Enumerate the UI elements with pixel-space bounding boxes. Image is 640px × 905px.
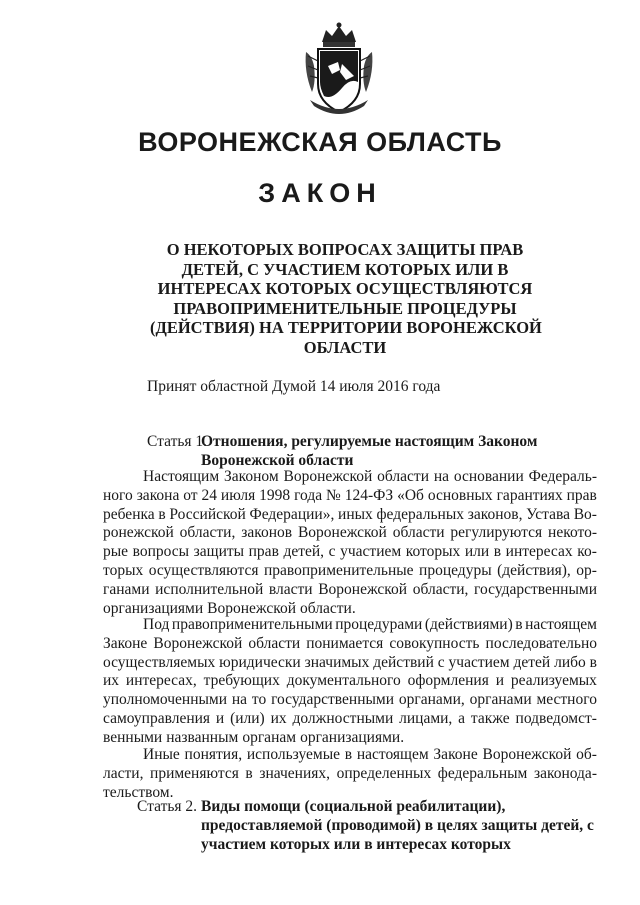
article-1-paragraph-1	[103, 468, 597, 618]
voronezh-coat-of-arms-icon	[302, 22, 376, 116]
region-title: ВОРОНЕЖСКАЯ ОБЛАСТЬ	[138, 127, 502, 157]
paragraph-line: ганами исполнительной власти Воронежской области, государственными	[103, 580, 597, 598]
paragraph-line: уполномоченными на то государственными органами, органами местного	[103, 691, 597, 709]
law-title-line: (ДЕЙСТВИЯ) НА ТЕРРИТОРИИ ВОРОНЕЖСКОЙ	[150, 318, 542, 337]
document-type-heading: ЗАКОН	[258, 178, 382, 208]
article-2-title-line: предоставляемой (проводимой) в целях защиты детей, с	[201, 817, 594, 834]
paragraph-line: их интересах, требующих документального оформления и реализуемых	[103, 672, 597, 690]
law-title-line: ОБЛАСТИ	[303, 337, 387, 357]
article-2-label: Статья 2.	[137, 798, 198, 815]
paragraph-line: торых осуществляются правоприменительные процедуры (действия), ор-	[103, 561, 597, 579]
paragraph-line: тельством.	[103, 783, 174, 801]
adoption-note: Принят областной Думой 14 июля 2016 года	[147, 378, 441, 395]
article-1-heading	[147, 432, 597, 470]
law-title-line: ИНТЕРЕСАХ КОТОРЫХ ОСУЩЕСТВЛЯЮТСЯ	[157, 279, 533, 298]
paragraph-line: Под правоприменительными процедурами (действиями) в настоящем	[143, 616, 597, 633]
article-1-paragraph-2	[103, 616, 597, 748]
paragraph-line: венными названным органам организациями.	[103, 728, 405, 746]
article-2-title-line: участием которых или в интересах которых	[201, 836, 511, 853]
paragraph-line: ного закона от 24 июля 1998 года № 124-ФЗ «Об основных гарантиях прав	[103, 486, 597, 504]
article-2-heading	[137, 797, 597, 854]
law-title-line: ДЕТЕЙ, С УЧАСТИЕМ КОТОРЫХ ИЛИ В	[181, 259, 509, 279]
law-title	[150, 240, 540, 357]
paragraph-line: Иные понятия, используемые в настоящем Законе Воронежской об-	[143, 746, 597, 763]
paragraph-line: рые вопросы защиты прав детей, с участием которых или в интересах ко-	[103, 543, 597, 561]
paragraph-line: организациями Воронежской области.	[103, 599, 356, 617]
article-1-paragraph-3	[103, 746, 597, 802]
article-1-title-line: Воронежской области	[201, 452, 354, 469]
paragraph-line: ронежской области, законов Воронежской области регулируются некото-	[103, 524, 597, 542]
article-1-label: Статья 1.	[147, 433, 208, 450]
law-title-line: О НЕКОТОРЫХ ВОПРОСАХ ЗАЩИТЫ ПРАВ	[166, 240, 524, 259]
paragraph-line: Законе Воронежской области понимается совокупность последовательно	[103, 634, 597, 652]
paragraph-line: ребенка в Российской Федерации», иных федеральных законов, Устава Во-	[103, 505, 597, 523]
paragraph-line: ласти, применяются в значениях, определенных федеральным законода-	[103, 764, 597, 782]
article-1-title-line: Отношения, регулируемые настоящим Законом	[201, 433, 538, 450]
article-2-title-line: Виды помощи (социальной реабилитации),	[201, 798, 506, 815]
paragraph-line: Настоящим Законом Воронежской области на основании Федераль-	[143, 468, 597, 485]
law-title-line: ПРАВОПРИМЕНИТЕЛЬНЫЕ ПРОЦЕДУРЫ	[173, 298, 517, 318]
paragraph-line: самоуправления и (или) их должностными лицами, а также подведомст-	[103, 709, 597, 727]
paragraph-line: осуществляемых юридически значимых действий с участием детей либо в	[103, 653, 597, 671]
